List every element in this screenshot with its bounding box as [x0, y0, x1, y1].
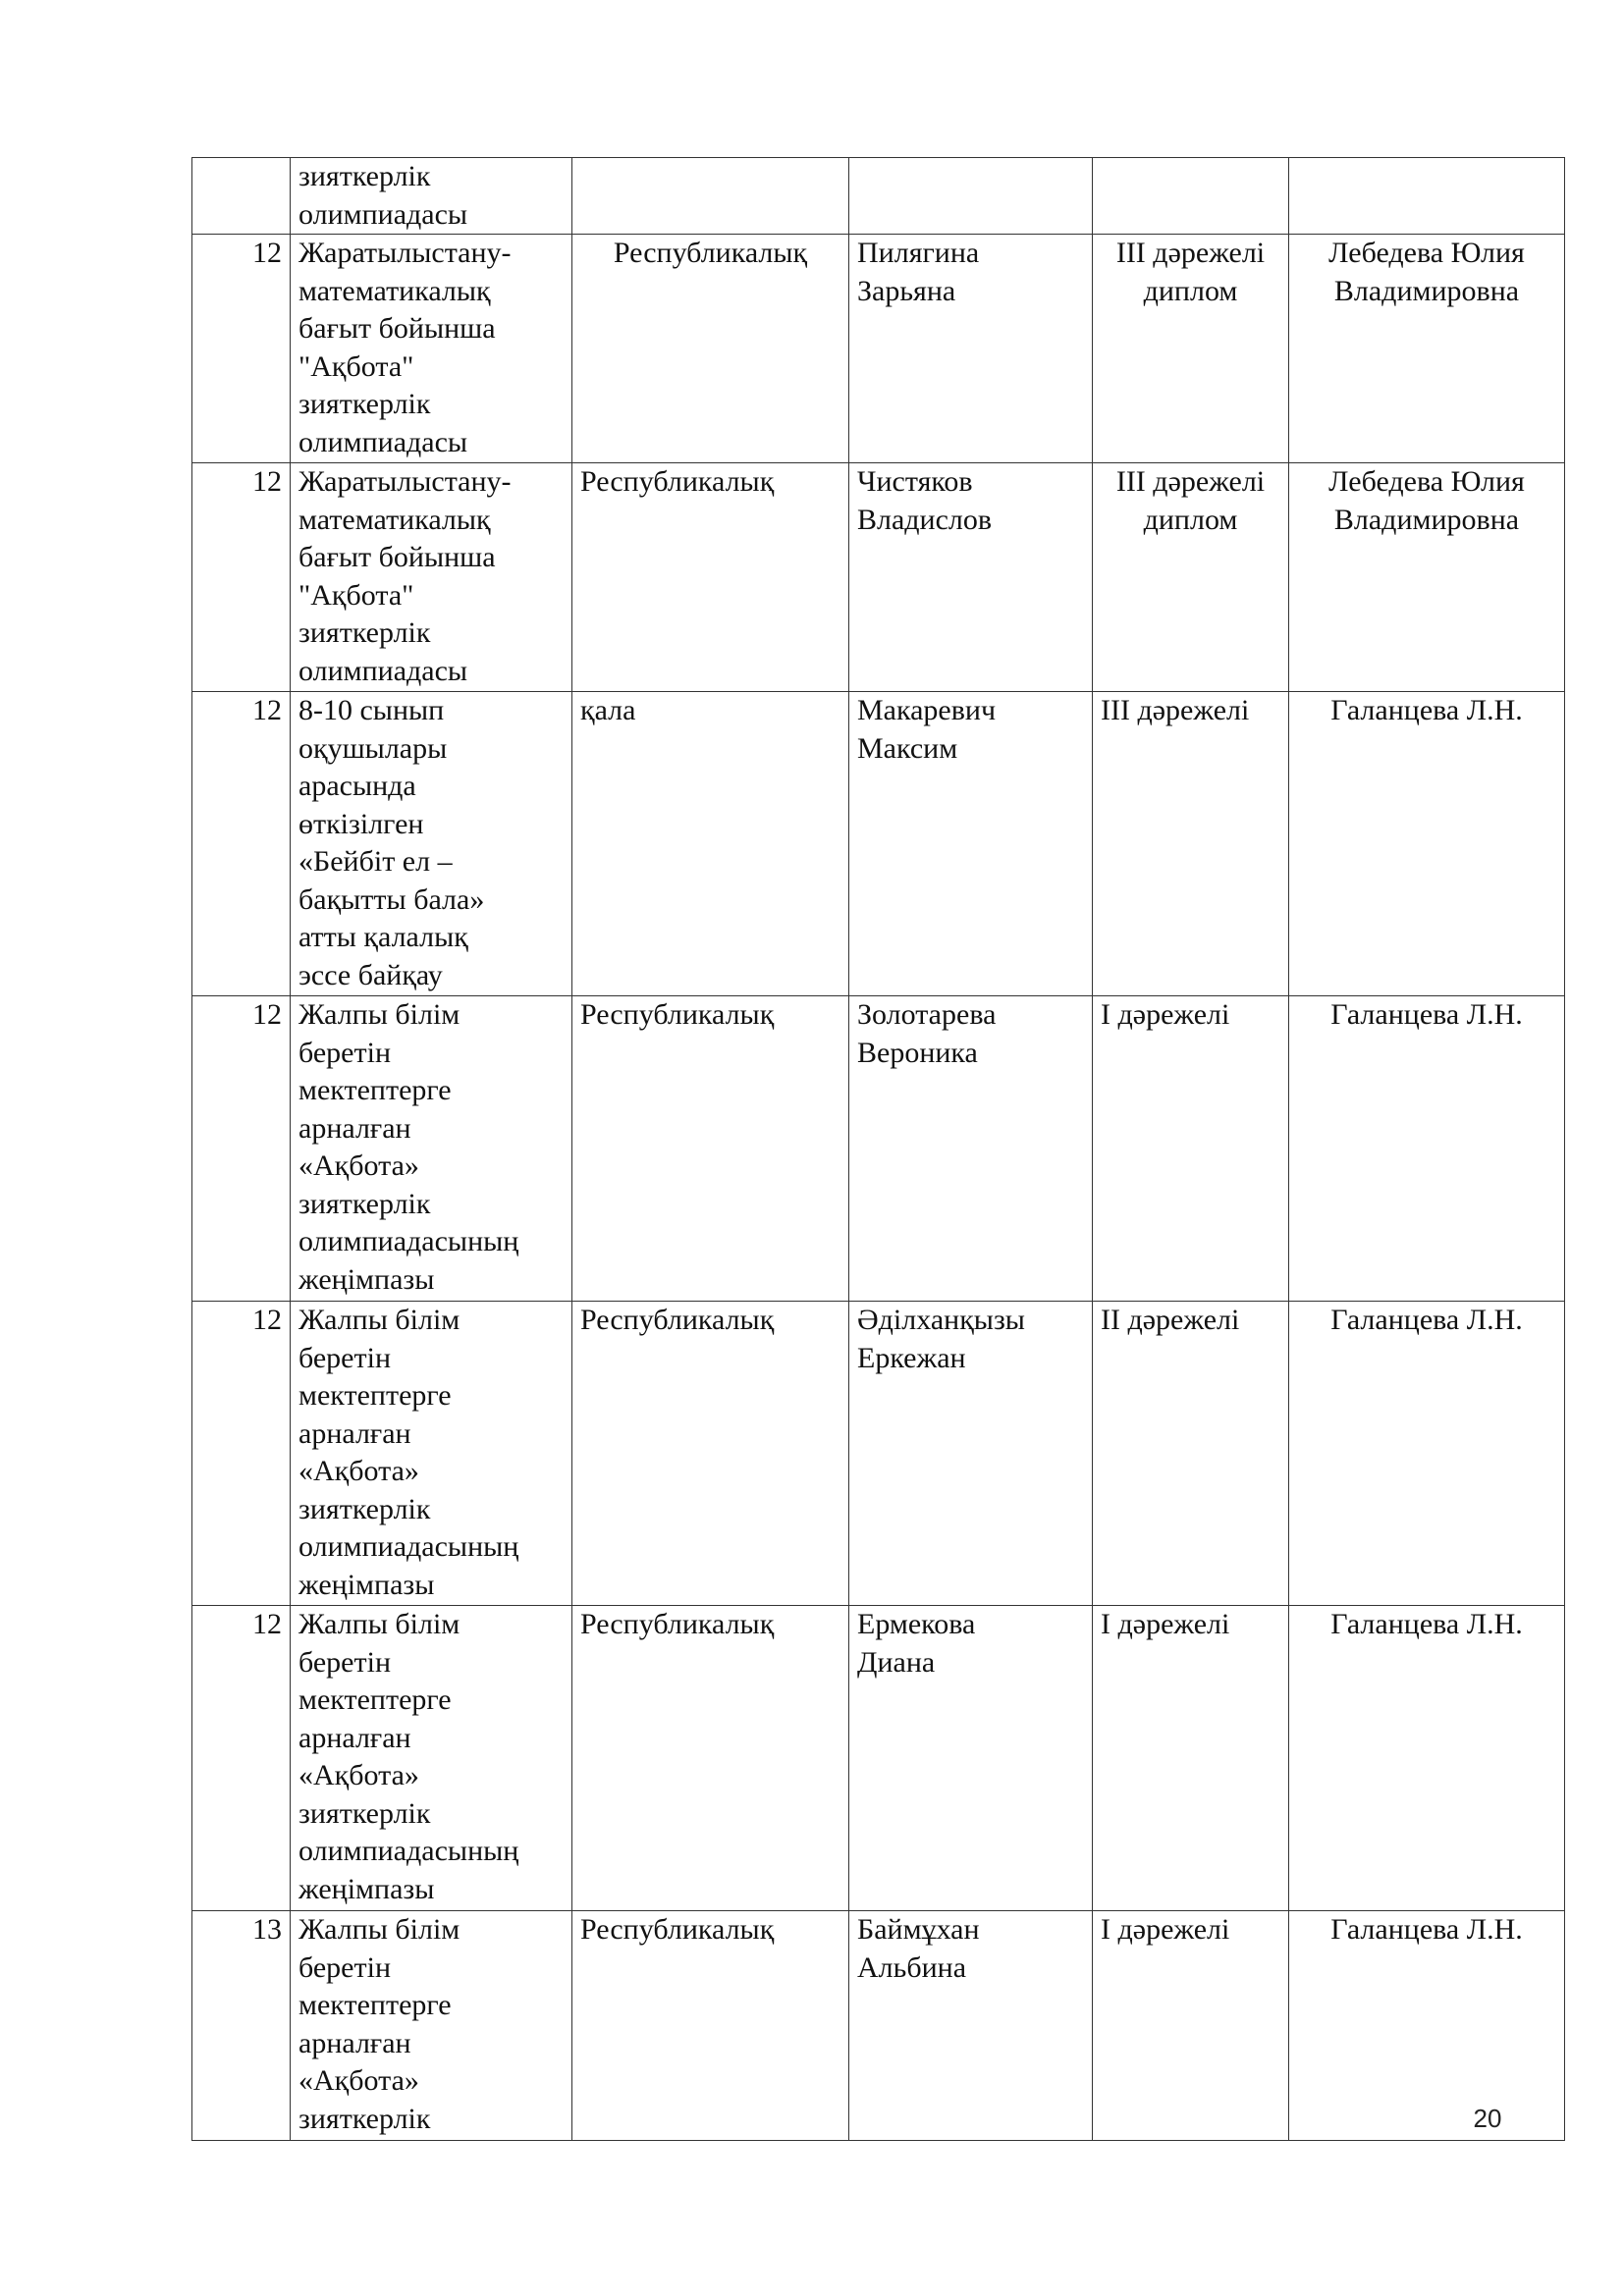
teacher-name: Галанцева Л.Н.: [1289, 1911, 1565, 2141]
result: II дәрежелі: [1093, 1302, 1289, 1606]
student-name: Пилягина Зарьяна: [849, 235, 1093, 463]
teacher-name: Галанцева Л.Н.: [1289, 1606, 1565, 1911]
event-name: Жалпы білім беретін мектептерге арналған «Ақбота» зияткерлік: [291, 1911, 572, 2141]
row-number: 12: [192, 1302, 291, 1606]
event-level: Республикалық: [572, 996, 849, 1302]
event-name: Жаратылыстану- математикалық бағыт бойынша "Ақбота" зияткерлік олимпиадасы: [291, 235, 572, 463]
teacher-name: Лебедева Юлия Владимировна: [1289, 235, 1565, 463]
student-name: Золотарева Вероника: [849, 996, 1093, 1302]
event-level: Республикалық: [572, 1302, 849, 1606]
student-name: [849, 158, 1093, 235]
event-level: қала: [572, 692, 849, 996]
result: I дәрежелі: [1093, 996, 1289, 1302]
event-level: Республикалық: [572, 235, 849, 463]
student-name: Баймұхан Альбина: [849, 1911, 1093, 2141]
student-name: Ермекова Диана: [849, 1606, 1093, 1911]
table-row: [192, 158, 1565, 235]
table-row: [192, 463, 1565, 692]
row-number: 12: [192, 692, 291, 996]
result: III дәрежелі диплом: [1093, 463, 1289, 692]
table-row: [192, 692, 1565, 996]
row-number: 13: [192, 1911, 291, 2141]
teacher-name: Галанцева Л.Н.: [1289, 1302, 1565, 1606]
event-level: Республикалық: [572, 1606, 849, 1911]
result: III дәрежелі диплом: [1093, 235, 1289, 463]
result: I дәрежелі: [1093, 1606, 1289, 1911]
table-row: [192, 235, 1565, 463]
event-level: [572, 158, 849, 235]
teacher-name: [1289, 158, 1565, 235]
student-name: Әділханқызы Еркежан: [849, 1302, 1093, 1606]
event-level: Республикалық: [572, 1911, 849, 2141]
table-row: [192, 1302, 1565, 1606]
event-name: зияткерлік олимпиадасы: [291, 158, 572, 235]
event-level: Республикалық: [572, 463, 849, 692]
row-number: 12: [192, 996, 291, 1302]
teacher-name: Галанцева Л.Н.: [1289, 996, 1565, 1302]
page-number: 20: [1473, 2104, 1502, 2133]
event-name: Жаратылыстану- математикалық бағыт бойынша "Ақбота" зияткерлік олимпиадасы: [291, 463, 572, 692]
event-name: Жалпы білім беретін мектептерге арналған «Ақбота» зияткерлік олимпиадасының жеңімпазы: [291, 1606, 572, 1911]
row-number: [192, 158, 291, 235]
event-name: Жалпы білім беретін мектептерге арналған «Ақбота» зияткерлік олимпиадасының жеңімпазы: [291, 996, 572, 1302]
table-row: [192, 1606, 1565, 1911]
student-name: Макаревич Максим: [849, 692, 1093, 996]
results-table: [191, 157, 1565, 2141]
table-row: [192, 996, 1565, 1302]
result: III дәрежелі: [1093, 692, 1289, 996]
student-name: Чистяков Владислов: [849, 463, 1093, 692]
result: I дәрежелі: [1093, 1911, 1289, 2141]
row-number: 12: [192, 463, 291, 692]
row-number: 12: [192, 1606, 291, 1911]
table-row: [192, 1911, 1565, 2141]
event-name: 8-10 сынып оқушылары арасында өткізілген «Бейбіт ел – бақытты бала» атты қалалық эссе байқау: [291, 692, 572, 996]
result: [1093, 158, 1289, 235]
teacher-name: Лебедева Юлия Владимировна: [1289, 463, 1565, 692]
row-number: 12: [192, 235, 291, 463]
teacher-name: Галанцева Л.Н.: [1289, 692, 1565, 996]
event-name: Жалпы білім беретін мектептерге арналған «Ақбота» зияткерлік олимпиадасының жеңімпазы: [291, 1302, 572, 1606]
